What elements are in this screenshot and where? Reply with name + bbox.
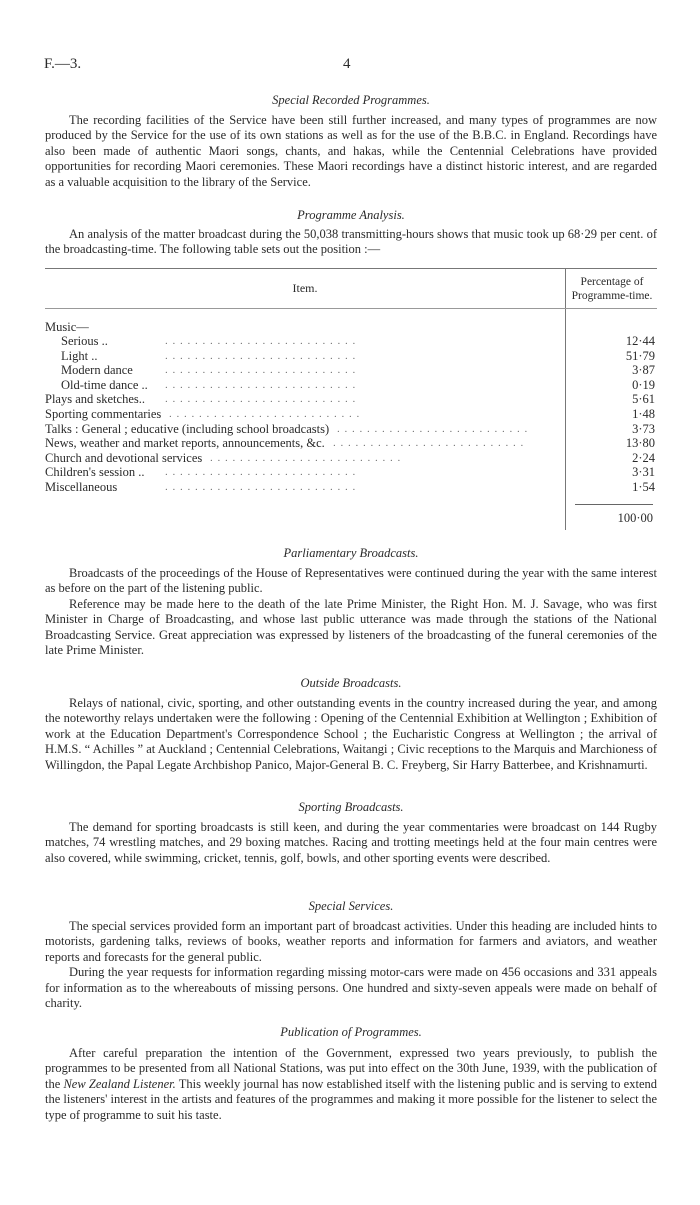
row-label: Modern dance xyxy=(61,363,133,378)
row-label: Serious .. xyxy=(61,334,108,348)
table-row xyxy=(45,451,657,465)
group-label: Music— xyxy=(45,320,89,334)
column-header-percentage: Percentage of Programme-time. xyxy=(571,276,653,302)
paragraph: Broadcasts of the proceedings of the House of Representatives were continued during the year with the same interest as before on the part of the listening public. xyxy=(45,566,657,596)
table-row xyxy=(45,465,657,479)
row-label: News, weather and market reports, announcements, &c. xyxy=(45,436,325,451)
table-row xyxy=(45,392,657,406)
row-label: Miscellaneous xyxy=(45,480,118,494)
row-label: Light .. xyxy=(61,348,98,363)
row-value: 12·44 xyxy=(625,334,655,348)
section-special-recorded xyxy=(45,93,657,190)
paragraph xyxy=(45,1046,657,1123)
programme-time-table xyxy=(45,268,657,530)
leader-dots: . . . . . . . . . . . . . . . . . . . . . . . . . . xyxy=(165,364,357,377)
section-parliamentary xyxy=(45,546,657,658)
section-programme-analysis xyxy=(45,208,657,258)
table-row xyxy=(45,349,657,363)
row-label: Plays and sketches.. xyxy=(45,392,145,407)
leader-dots: . . . . . . . . . . . . . . . . . . . . . . . . . . xyxy=(165,378,357,391)
leader-dots: . . . . . . . . . . . . . . . . . . . . . . . . . . xyxy=(165,335,357,347)
leader-dots: . . . . . . . . . . . . . . . . . . . . . . . . . . xyxy=(165,349,357,362)
row-value: 2·24 xyxy=(632,450,655,465)
row-value: 3·73 xyxy=(632,421,655,436)
row-label: Old-time dance .. xyxy=(61,377,148,392)
row-label: Sporting commentaries xyxy=(45,407,162,421)
table-header-rule xyxy=(45,308,657,309)
row-label: Children's session .. xyxy=(45,465,145,480)
section-outside xyxy=(45,676,657,773)
paragraph: The special services provided form an important part of broadcast activities. Under this heading are included hints to motorists, gardening talks, reviews of books, weather reports and information for farmers and aviators, and weather reports and forecasts for the general public. xyxy=(45,919,657,964)
section-special-services xyxy=(45,899,657,1011)
leader-dots: . . . . . . . . . . . . . . . . . . . . . . . . . . xyxy=(333,437,525,450)
row-value: 0·19 xyxy=(632,377,655,392)
text-run: This weekly journal has now established itself with the listening public and is serving to extend the listeners' interest in the artists and features of the programmes and making it more possible for the listener to select the type of programme to suit his taste. xyxy=(45,1076,657,1122)
row-value: 3·87 xyxy=(632,363,655,378)
row-value: 3·31 xyxy=(632,465,655,480)
section-heading: Outside Broadcasts. xyxy=(300,676,402,690)
text-run: After careful preparation the intention of the Government, expressed two years previously, to publish the programmes to be presented from all National Stations, was put into effect on the 30th June, 1939, with the publication of the xyxy=(45,1046,657,1091)
section-heading: Special Recorded Programmes. xyxy=(272,93,430,107)
paragraph: Relays of national, civic, sporting, and other outstanding events in the country increased during the year, and among the noteworthy relays undertaken were the following : Opening of the Centennial Exhibition at Wellington ; Exhibition of work at the Education Department's Correspondence School ; the Eucharistic Congress at Wellington ; the arrival of H.M.S. “ Achilles ” at Auckland ; Centennial Celebrations, Waitangi ; Civic receptions to the Marquis and Marchioness of Willingdon, the Papal Legate Archbishop Panico, Major-General B. C. Freyberg, Sir Harry Batterbee, and Krishnamurti. xyxy=(45,696,657,772)
paragraph: The recording facilities of the Service have been still further increased, and many types of programmes are now produced by the Service for the use of its own stations as well as for the use of the B.B.C. in England. Recordings have also been made of authentic Maori songs, chants, and hakas, while the Centennial Celebrations have provided opportunities for recording Maori ceremonies. These Maori recordings have a distinct historic interest, and are regarded as a valuable acquisition to the library of the Service. xyxy=(45,113,657,189)
section-heading: Special Services. xyxy=(308,899,394,913)
row-label: Church and devotional services xyxy=(45,450,203,465)
table-row xyxy=(45,480,657,494)
column-header-item: Item. xyxy=(292,281,318,295)
section-heading: Sporting Broadcasts. xyxy=(298,800,404,814)
table-row xyxy=(45,334,657,348)
table-row xyxy=(45,378,657,392)
table-row xyxy=(45,422,657,436)
paragraph: An analysis of the matter broadcast during the 50,038 transmitting-hours shows that music took up 68·29 per cent. of the broadcasting-time. The following table sets out the position :— xyxy=(45,227,657,257)
row-label: Talks : General ; educative (including school broadcasts) xyxy=(45,421,330,436)
page-number: 4 xyxy=(343,56,351,72)
section-sporting xyxy=(45,800,657,866)
row-value: 5·61 xyxy=(632,392,655,407)
section-heading: Parliamentary Broadcasts. xyxy=(283,546,419,560)
leader-dots: . . . . . . . . . . . . . . . . . . . . . . . . . . xyxy=(210,451,402,464)
table-row xyxy=(45,436,657,450)
section-reference: F.—3. xyxy=(44,56,82,72)
total-rule xyxy=(575,504,653,505)
row-value: 1·54 xyxy=(632,480,655,494)
table-group-row xyxy=(45,320,657,334)
section-publication xyxy=(45,1025,657,1123)
row-value: 51·79 xyxy=(625,348,655,363)
paragraph: During the year requests for information regarding missing motor-cars were made on 456 occasions and 331 appeals for information as to the whereabouts of missing persons. One hundred and sixty-seven appeals were made on behalf of charity. xyxy=(45,965,657,1011)
row-value: 13·80 xyxy=(625,436,655,451)
leader-dots: . . . . . . . . . . . . . . . . . . . . . . . . . . xyxy=(169,408,361,420)
leader-dots: . . . . . . . . . . . . . . . . . . . . . . . . . . xyxy=(165,393,357,406)
leader-dots: . . . . . . . . . . . . . . . . . . . . . . . . . . xyxy=(165,481,357,493)
journal-title: New Zealand Listener. xyxy=(63,1076,176,1091)
leader-dots: . . . . . . . . . . . . . . . . . . . . . . . . . . xyxy=(165,466,357,479)
table-row xyxy=(45,407,657,421)
table-total: 100·00 xyxy=(617,511,653,525)
leader-dots: . . . . . . . . . . . . . . . . . . . . . . . . . . xyxy=(337,422,529,435)
paragraph: The demand for sporting broadcasts is still keen, and during the year commentaries were broadcast on 144 Rugby matches, 74 wrestling matches, and 29 boxing matches. Racing and trotting meetings held at the four main centres were also covered, while swimming, cricket, tennis, golf, bowls, and other sporting events were described. xyxy=(45,820,657,865)
section-heading: Programme Analysis. xyxy=(297,208,405,222)
paragraph: Reference may be made here to the death of the late Prime Minister, the Right Hon. M. J. Savage, who was first Minister in Charge of Broadcasting, and whose last public utterance was made through the stations of the National Broadcasting Service. Great appreciation was expressed by listeners of the broadcasting of the funeral ceremonies of the late Prime Minister. xyxy=(45,596,657,658)
table-row xyxy=(45,363,657,377)
section-heading: Publication of Programmes. xyxy=(280,1025,422,1039)
row-value: 1·48 xyxy=(632,407,655,421)
